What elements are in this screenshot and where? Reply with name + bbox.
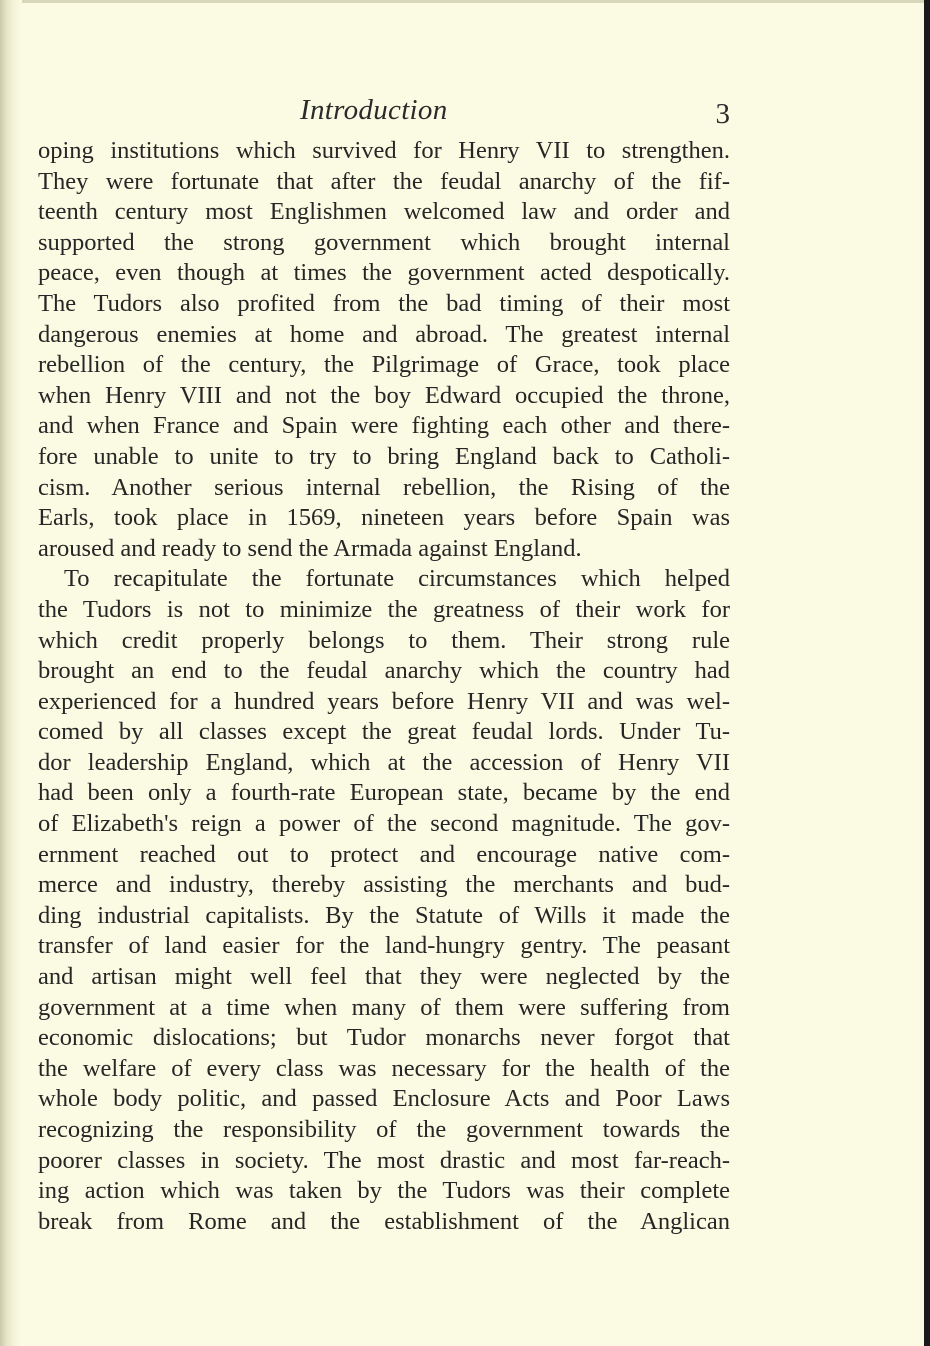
text-line: experienced for a hundred years before Henry VII and was wel-	[38, 687, 730, 715]
text-line: merce and industry, thereby assisting the merchants and bud-	[38, 871, 730, 899]
text-line: The Tudors also profited from the bad timing of their most	[38, 289, 730, 317]
text-line: ing action which was taken by the Tudors was their complete	[38, 1177, 730, 1205]
text-line: and artisan might well feel that they were neglected by the	[38, 963, 730, 991]
text-line: government at a time when many of them were suffering from	[38, 993, 730, 1021]
text-line: which credit properly belongs to them. Their strong rule	[38, 626, 730, 654]
page-header	[38, 94, 732, 134]
text-line: oping institutions which survived for Henry VII to strengthen.	[38, 137, 730, 164]
text-line: teenth century most Englishmen welcomed law and order and	[38, 198, 730, 226]
text-line: To recapitulate the fortunate circumstances which helped	[64, 565, 730, 593]
text-line: and when France and Spain were fighting each other and there-	[38, 412, 730, 440]
text-line: They were fortunate that after the feudal anarchy of the fif-	[38, 167, 730, 195]
text-line: whole body politic, and passed Enclosure Acts and Poor Laws	[38, 1085, 730, 1113]
text-line: recognizing the responsibility of the government towards the	[38, 1116, 730, 1143]
page-top-edge	[0, 0, 930, 3]
text-line: rebellion of the century, the Pilgrimage of Grace, took place	[38, 351, 730, 379]
text-line: the Tudors is not to minimize the greatness of their work for	[38, 595, 730, 623]
text-line: cism. Another serious internal rebellion, the Rising of the	[38, 473, 730, 501]
text-line: the welfare of every class was necessary for the health of the	[38, 1054, 730, 1082]
spine-shadow	[0, 0, 22, 1346]
text-line: when Henry VIII and not the boy Edward occupied the throne,	[38, 381, 730, 409]
text-line: poorer classes in society. The most drastic and most far-reach-	[38, 1146, 730, 1174]
text-line: economic dislocations; but Tudor monarchs never forgot that	[38, 1024, 730, 1052]
text-line: peace, even though at times the government acted despotically.	[38, 259, 730, 287]
text-line: supported the strong government which brought internal	[38, 228, 730, 256]
running-head: Introduction	[300, 94, 448, 126]
page-number: 3	[715, 98, 730, 130]
text-line: fore unable to unite to try to bring England back to Catholi-	[38, 442, 730, 470]
text-line: comed by all classes except the great feudal lords. Under Tu-	[38, 718, 730, 746]
body-text	[38, 136, 730, 1237]
text-line: brought an end to the feudal anarchy which the country had	[38, 657, 730, 685]
text-line: transfer of land easier for the land-hungry gentry. The peasant	[38, 932, 730, 960]
text-line: dangerous enemies at home and abroad. The greatest internal	[38, 320, 730, 348]
text-line: of Elizabeth's reign a power of the second magnitude. The gov-	[38, 810, 730, 838]
text-line: dor leadership England, which at the accession of Henry VII	[38, 748, 730, 776]
text-line: break from Rome and the establishment of the Anglican	[38, 1207, 730, 1235]
text-line: aroused and ready to send the Armada against England.	[38, 534, 582, 562]
text-line: ding industrial capitalists. By the Statute of Wills it made the	[38, 901, 730, 929]
page-right-edge	[924, 0, 930, 1346]
text-line: ernment reached out to protect and encourage native com-	[38, 840, 730, 868]
text-line: Earls, took place in 1569, nineteen years before Spain was	[38, 504, 730, 532]
text-line: had been only a fourth-rate European state, became by the end	[38, 779, 730, 807]
